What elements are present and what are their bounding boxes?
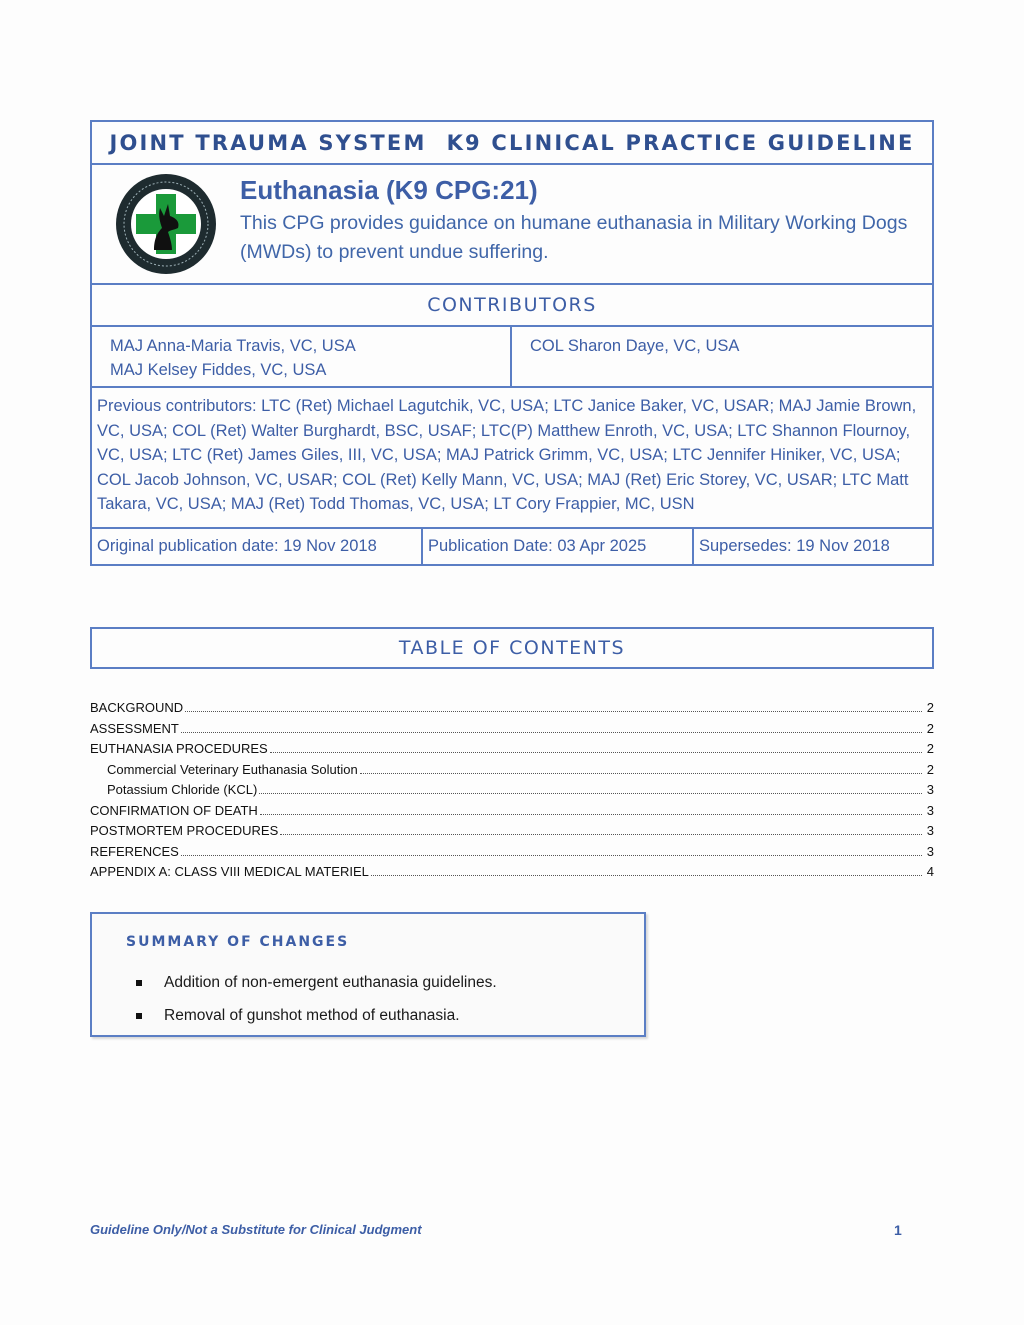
toc-label: Commercial Veterinary Euthanasia Solution <box>107 761 358 777</box>
contributors-left <box>92 327 512 386</box>
k9-medical-emblem-icon <box>92 165 240 283</box>
toc-page: 4 <box>926 864 934 879</box>
toc-item-commercial-solution[interactable] <box>90 762 934 783</box>
toc-page: 3 <box>926 802 934 818</box>
header-table <box>90 120 934 566</box>
original-publication-date: Original publication date: 19 Nov 2018 <box>92 529 423 564</box>
toc-label: POSTMORTEM PROCEDURES <box>90 823 279 838</box>
bullet-icon <box>136 980 142 986</box>
summary-item <box>136 966 497 999</box>
toc-label: APPENDIX A: CLASS VIII MEDICAL MATERIEL <box>90 864 369 879</box>
summary-item-text: Addition of non-emergent euthanasia guidelines. <box>164 973 497 991</box>
toc-item-confirmation-of-death[interactable] <box>90 803 934 824</box>
cpg-title <box>240 173 930 207</box>
table-of-contents <box>90 700 934 885</box>
toc-page: 3 <box>926 843 934 859</box>
summary-list <box>136 966 497 1032</box>
toc-page: 3 <box>926 782 934 797</box>
contributors-right <box>512 327 932 386</box>
toc-page: 2 <box>926 700 934 715</box>
toc-item-background[interactable] <box>90 700 934 721</box>
cpg-name: Euthanasia <box>240 175 379 205</box>
cpg-code: (K9 CPG:21) <box>385 175 538 205</box>
supersedes-date: Supersedes: 19 Nov 2018 <box>699 536 890 555</box>
contributor-name: MAJ Anna-Maria Travis, VC, USA <box>110 337 356 355</box>
previous-contributors: Previous contributors: LTC (Ret) Michael Lagutchik, VC, USA; LTC Janice Baker, VC, USAR; MAJ Jamie Brown, VC, USA; COL (Ret) Walter Burghardt, BSC, USAF; LTC(P) Matthew Enroth, VC, USA; LTC Shannon Flournoy, VC, USA; LTC (Ret) James Giles, III, VC, USA; MAJ Patrick Grimm, VC, USA; LTC Jennifer Hiniker, VC, USA; COL Jacob Johnson, VC, USAR; COL (Ret) Kelly Mann, VC, USA; MAJ (Ret) Eric Storey, VC, USAR; LTC Matt Takara, VC, USA; MAJ (Ret) Todd Thomas, VC, USA; LT Cory Frappier, MC, USN <box>92 388 932 529</box>
dates-row <box>92 529 932 564</box>
contributor-name: MAJ Kelsey Fiddes, VC, USA <box>110 361 327 379</box>
toc-page: 2 <box>926 720 934 736</box>
toc-page: 2 <box>926 761 934 777</box>
toc-item-appendix-a[interactable] <box>90 864 934 885</box>
toc-item-potassium-chloride[interactable] <box>90 782 934 803</box>
page-number: 1 <box>894 1222 902 1238</box>
toc-label: REFERENCES <box>90 843 179 859</box>
summary-of-changes <box>90 912 646 1037</box>
toc-item-postmortem-procedures[interactable] <box>90 823 934 844</box>
toc-label: CONFIRMATION OF DEATH <box>90 802 258 818</box>
toc-label: Potassium Chloride (KCL) <box>107 782 258 797</box>
toc-item-assessment[interactable] <box>90 721 934 742</box>
toc-heading: TABLE OF CONTENTS <box>90 627 934 669</box>
toc-label: EUTHANASIA PROCEDURES <box>90 741 268 756</box>
cpg-description: This CPG provides guidance on humane euthanasia in Military Working Dogs (MWDs) to prevent undue suffering. <box>240 212 908 263</box>
toc-label: BACKGROUND <box>90 700 184 715</box>
footer-disclaimer: Guideline Only/Not a Substitute for Clinical Judgment <box>90 1222 422 1237</box>
summary-heading: SUMMARY OF CHANGES <box>126 934 350 950</box>
contributors-heading: CONTRIBUTORS <box>92 285 932 327</box>
contributor-name: COL Sharon Daye, VC, USA <box>530 337 740 355</box>
contributors-row <box>92 327 932 388</box>
summary-item <box>136 999 497 1032</box>
summary-item-text: Removal of gunshot method of euthanasia. <box>164 1006 460 1024</box>
cpg-title-section <box>92 165 932 285</box>
document-title-banner <box>92 122 932 165</box>
toc-item-references[interactable] <box>90 844 934 865</box>
toc-item-euthanasia-procedures[interactable] <box>90 741 934 762</box>
toc-page: 3 <box>926 823 934 838</box>
toc-page: 2 <box>926 741 934 756</box>
bullet-icon <box>136 1013 142 1019</box>
title-left: JOINT TRAUMA SYSTEM <box>109 130 427 155</box>
publication-date: Publication Date: 03 Apr 2025 <box>423 529 694 564</box>
title-right: K9 CLINICAL PRACTICE GUIDELINE <box>446 130 915 155</box>
toc-label: ASSESSMENT <box>90 720 179 736</box>
